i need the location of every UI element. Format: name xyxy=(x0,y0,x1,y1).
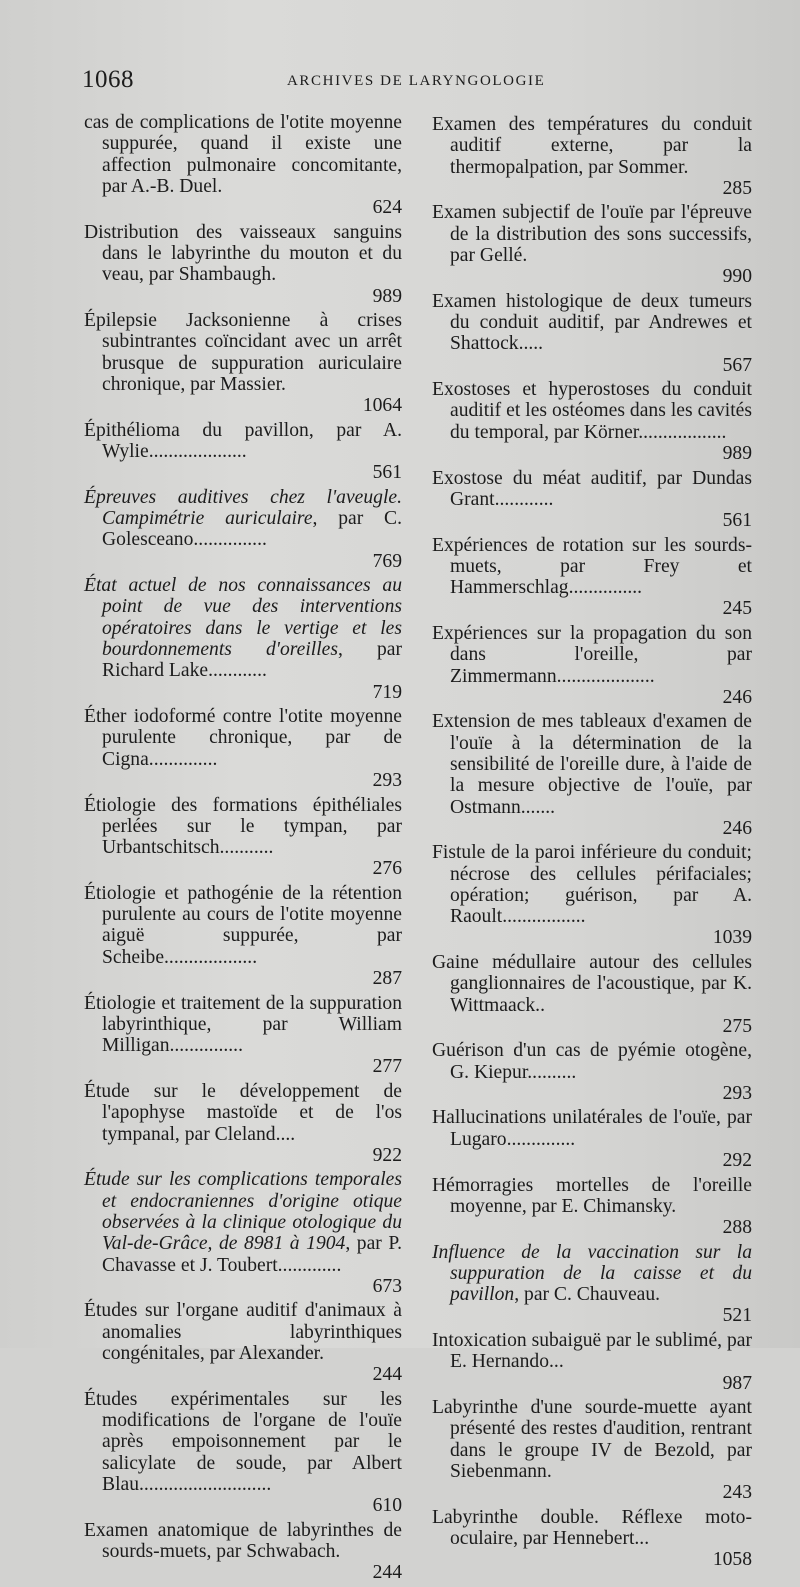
index-entry xyxy=(84,1300,402,1385)
index-entry xyxy=(84,883,402,989)
index-entry xyxy=(432,535,752,620)
entry-page-number: 990 xyxy=(722,266,752,288)
index-entry xyxy=(432,379,752,464)
entry-title: Épithélioma du pavillon, par A. Wylie.................... xyxy=(84,419,402,463)
index-entry xyxy=(84,1389,402,1517)
entry-title: Labyrinthe double. Réflexe moto-oculaire, par Hennebert... xyxy=(432,1506,752,1549)
entry-title: Examen subjectif de l'ouïe par l'épreuve de la distribution des sons successifs, par Gellé. xyxy=(432,202,752,266)
index-entry xyxy=(84,575,402,703)
entry-page-number: 719 xyxy=(372,681,402,703)
entry-title: Gaine médullaire autour des cellules ganglionnaires de l'acoustique, par K. Wittmaack.. xyxy=(432,951,752,1016)
entry-title: Expériences sur la propagation du son dans l'oreille, par Zimmermann.................... xyxy=(432,622,752,687)
entry-page-number: 245 xyxy=(722,598,752,620)
index-column-left xyxy=(84,112,402,1587)
entry-page-number: 561 xyxy=(372,462,402,484)
index-entry xyxy=(84,420,402,484)
entry-title: Étiologie et traitement de la suppuration labyrinthique, par William Milligan............... xyxy=(84,992,402,1057)
index-entry xyxy=(432,1330,752,1394)
entry-page-number: 673 xyxy=(372,1275,402,1297)
entry-title: Exostose du méat auditif, par Dundas Grant............ xyxy=(432,467,752,510)
entry-page-number: 288 xyxy=(722,1217,752,1239)
index-entry xyxy=(432,1040,752,1104)
entry-title: Extension de mes tableaux d'examen de l'ouïe à la détermination de la sensibilité de l'oreille dure, à l'aide de la mesure objective de l'ouïe, par Ostmann....... xyxy=(432,711,752,818)
entry-page-number: 275 xyxy=(722,1015,752,1037)
index-entry xyxy=(84,112,402,218)
running-title: ARCHIVES DE LARYNGOLOGIE xyxy=(287,73,546,89)
index-entry xyxy=(84,487,402,572)
entry-title: Distribution des vaisseaux sanguins dans le labyrinthe du mouton et du veau, par Shambaugh. xyxy=(84,221,402,286)
entry-title: cas de complications de l'otite moyenne suppurée, quand il existe une affection pulmonaire concomitante, par A.-B. Duel. xyxy=(84,112,402,197)
entry-page-number: 243 xyxy=(722,1482,752,1504)
index-column-right xyxy=(432,114,752,1574)
index-entry xyxy=(432,1507,752,1571)
entry-page-number: 246 xyxy=(722,817,752,839)
entry-page-number: 244 xyxy=(372,1562,402,1584)
entry-page-number: 769 xyxy=(372,550,402,572)
index-entry xyxy=(432,1107,752,1171)
index-entry xyxy=(432,291,752,376)
index-entry xyxy=(84,310,402,416)
entry-title: Hémorragies mortelles de l'oreille moyenne, par E. Chimansky. xyxy=(432,1174,752,1217)
entry-page-number: 1039 xyxy=(712,927,752,949)
entry-author: , par C. Chauveau. xyxy=(514,1284,661,1306)
entry-page-number: 285 xyxy=(722,177,752,199)
entry-page-number: 277 xyxy=(372,1056,402,1078)
index-entry xyxy=(432,202,752,287)
entry-page-number: 989 xyxy=(372,285,402,307)
index-entry xyxy=(432,952,752,1037)
entry-title: Fistule de la paroi inférieure du conduit; nécrose des cellules périfaciales; opération; guérison, par A. Raoult................. xyxy=(432,842,752,928)
entry-title: Éther iodoformé contre l'otite moyenne purulente chronique, par de Cigna.............. xyxy=(84,706,402,770)
index-entry xyxy=(84,222,402,307)
index-entry xyxy=(84,795,402,880)
entry-page-number: 987 xyxy=(722,1372,752,1394)
entry-title: Épilepsie Jacksonienne à crises subintrantes coïncidant avec un arrêt brusque de suppuration auriculaire chronique, par Massier. xyxy=(84,310,402,395)
entry-title: Examen des températures du conduit auditif externe, par la thermopalpation, par Sommer. xyxy=(432,114,752,178)
entry-page-number: 624 xyxy=(372,197,402,219)
entry-page-number: 276 xyxy=(372,858,402,880)
index-entry xyxy=(84,993,402,1078)
index-entry xyxy=(84,1520,402,1584)
entry-page-number: 1064 xyxy=(362,395,402,417)
index-entry xyxy=(432,114,752,199)
index-entry xyxy=(84,1169,402,1297)
entry-title: Étiologie et pathogénie de la rétention purulente au cours de l'otite moyenne aiguë suppurée, par Scheibe................... xyxy=(84,882,402,968)
entry-title: Influence de la vaccination sur la suppuration de la caisse et du pavillon xyxy=(432,1241,752,1306)
entry-page-number: 567 xyxy=(722,354,752,376)
index-entry xyxy=(432,1397,752,1503)
entry-page-number: 521 xyxy=(722,1305,752,1327)
entry-author: , par Richard Lake............ xyxy=(102,639,402,682)
index-entry xyxy=(432,1175,752,1239)
entry-author: , par P. Chavasse et J. Toubert............. xyxy=(102,1233,402,1276)
index-entry xyxy=(432,1242,752,1327)
entry-page-number: 244 xyxy=(372,1364,402,1386)
entry-title: Exostoses et hyperostoses du conduit auditif et les ostéomes dans les cavités du temporal, par Körner.................. xyxy=(432,379,752,443)
entry-title: Examen anatomique de labyrinthes de sourds-muets, par Schwabach. xyxy=(84,1519,402,1562)
entry-page-number: 922 xyxy=(372,1144,402,1166)
entry-title: État actuel de nos connaissances au point de vue des interventions opératoires dans le vertige et les bourdonnements d'oreilles xyxy=(84,575,402,661)
entry-title: Labyrinthe d'une sourde-muette ayant présenté des restes d'audition, rentrant dans le groupe IV de Bezold, par Siebenmann. xyxy=(432,1397,752,1482)
entry-title: Études sur l'organe auditif d'animaux à anomalies labyrinthiques congénitales, par Alexander. xyxy=(84,1300,402,1364)
page-header xyxy=(82,66,772,96)
entry-title: Intoxication subaiguë par le sublimé, par E. Hernando... xyxy=(432,1329,752,1373)
entry-page-number: 287 xyxy=(372,968,402,990)
entry-page-number: 989 xyxy=(722,443,752,465)
entry-page-number: 293 xyxy=(722,1082,752,1104)
entry-page-number: 610 xyxy=(372,1495,402,1517)
entry-title: Étiologie des formations épithéliales perlées sur le tympan, par Urbantschitsch........... xyxy=(84,794,402,859)
page-number: 1068 xyxy=(82,66,134,93)
entry-title: Expériences de rotation sur les sourds-muets, par Frey et Hammerschlag............... xyxy=(432,534,752,599)
entry-title: Examen histologique de deux tumeurs du conduit auditif, par Andrewes et Shattock..... xyxy=(432,290,752,355)
entry-page-number: 292 xyxy=(722,1150,752,1172)
entry-title: Épreuves auditives chez l'aveugle. Campimétrie auriculaire xyxy=(84,486,402,530)
index-entry xyxy=(432,842,752,948)
entry-title: Étude sur les complications temporales et endocraniennes d'origine otique observées à la clinique otologique du Val-de-Grâce, de 8981 à 1904 xyxy=(84,1169,402,1255)
entry-author: , par C. Golesceano............... xyxy=(102,508,402,551)
entry-title: Études expérimentales sur les modifications de l'organe de l'ouïe après empoisonnement par le salicylate de soude, par Albert Blau........................... xyxy=(84,1388,402,1495)
entry-page-number: 561 xyxy=(722,510,752,532)
index-entry xyxy=(84,706,402,791)
index-entry xyxy=(84,1081,402,1166)
index-entry xyxy=(432,711,752,839)
entry-page-number: 246 xyxy=(722,686,752,708)
entry-title: Étude sur le développement de l'apophyse mastoïde et de l'os tympanal, par Cleland.... xyxy=(84,1080,402,1145)
entry-title: Hallucinations unilatérales de l'ouïe, par Lugaro.............. xyxy=(432,1107,752,1150)
entry-page-number: 293 xyxy=(372,770,402,792)
entry-title: Guérison d'un cas de pyémie otogène, G. Kiepur.......... xyxy=(432,1040,752,1083)
entry-page-number: 1058 xyxy=(712,1549,752,1571)
index-entry xyxy=(432,468,752,532)
index-entry xyxy=(432,623,752,708)
